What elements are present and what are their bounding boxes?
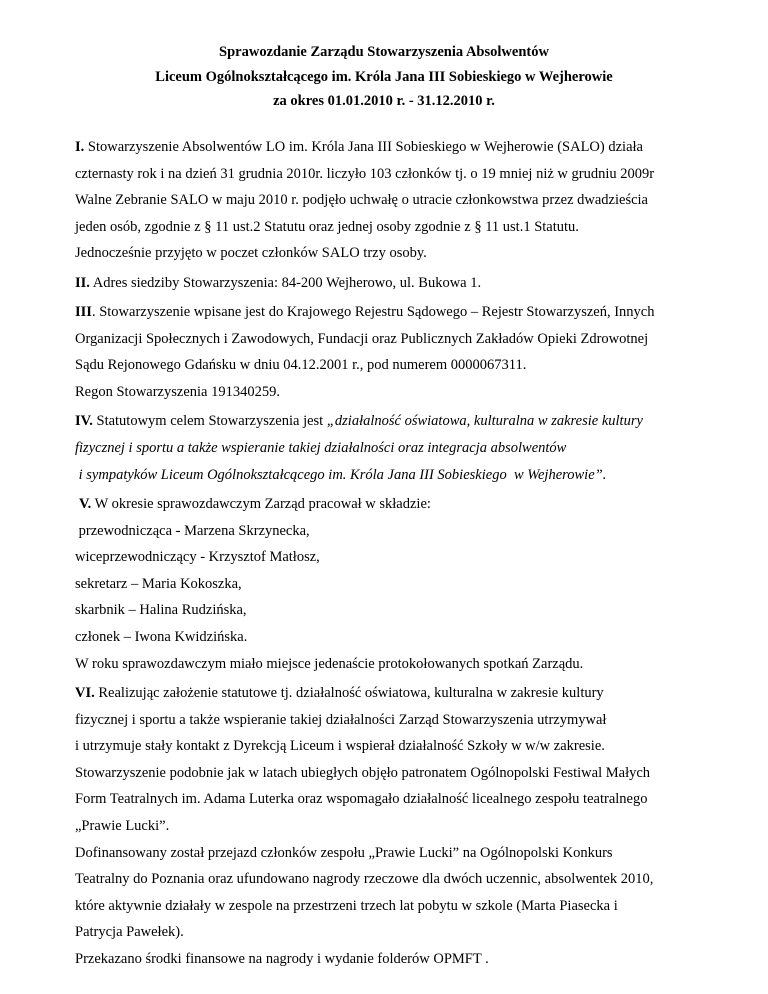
board-member-treasurer: skarbnik – Halina Rudzińska, — [75, 602, 247, 618]
board-member-chair: przewodnicząca - Marzena Skrzynecka, — [75, 523, 310, 539]
section-1-numeral: I. — [75, 139, 85, 155]
section-1-line-5: Jednocześnie przyjęto w poczet członków SALO trzy osoby. — [75, 245, 427, 261]
section-5-numeral: V. — [79, 496, 92, 512]
board-member-secretary: sekretarz – Maria Kokoszka, — [75, 576, 242, 592]
section-3-line-3: Sądu Rejonowego Gdańsku w dniu 04.12.2001 r., pod numerem 0000067311. — [75, 357, 527, 373]
report-period: za okres 01.01.2010 r. - 31.12.2010 r. — [273, 93, 495, 109]
section-4-numeral: IV. — [75, 413, 93, 429]
section-6-line-3: i utrzymuje stały kontakt z Dyrekcją Liceum i wspierał działalność Szkoły w w/w zakresie. — [75, 738, 605, 754]
section-6-line-8: Teatralny do Poznania oraz ufundowano nagrody rzeczowe dla dwóch uczennic, absolwentek 2010, — [75, 871, 654, 887]
section-5-closing: W roku sprawozdawczym miało miejsce jedenaście protokołowanych spotkań Zarządu. — [75, 656, 584, 672]
section-1-line-2: czternasty rok i na dzień 31 grudnia 2010r. liczyło 103 członków tj. o 19 mniej niż w grudniu 2009r — [75, 166, 655, 182]
section-3-line-1: III. Stowarzyszenie wpisane jest do Krajowego Rejestru Sądowego – Rejestr Stowarzyszeń, Innych — [75, 304, 655, 320]
section-2-line-1: II. Adres siedziby Stowarzyszenia: 84-200 Wejherowo, ul. Bukowa 1. — [75, 275, 482, 291]
section-1-line-4: jeden osób, zgodnie z § 11 ust.2 Statutu oraz jednej osoby zgodnie z § 11 ust.1 Statutu. — [75, 219, 579, 235]
section-4-line-3: i sympatyków Liceum Ogólnokształcącego im. Króla Jana III Sobieskiego w Wejherowie”. — [75, 467, 607, 483]
section-6-line-11: Przekazano środki finansowe na nagrody i wydanie folderów OPMFT . — [75, 951, 489, 967]
section-6-line-7: Dofinansowany został przejazd członków zespołu „Prawie Lucki” na Ogólnopolski Konkurs — [75, 845, 613, 861]
section-3-line-4: Regon Stowarzyszenia 191340259. — [75, 384, 280, 400]
section-6-line-1: VI. Realizując założenie statutowe tj. działalność oświatowa, kulturalna w zakresie kultury — [75, 685, 604, 701]
section-6-line-4: Stowarzyszenie podobnie jak w latach ubiegłych objęło patronatem Ogólnopolski Festiwal Małych — [75, 765, 651, 781]
section-4-line-1: IV. Statutowym celem Stowarzyszenia jest „działalność oświatowa, kulturalna w zakresie kultury — [75, 413, 643, 429]
section-6-line-10: Patrycja Pawełek). — [75, 924, 184, 940]
board-member-vice-chair: wiceprzewodniczący - Krzysztof Matłosz, — [75, 549, 320, 565]
section-1-line-1: I. Stowarzyszenie Absolwentów LO im. Króla Jana III Sobieskiego w Wejherowie (SALO) działa — [75, 139, 643, 155]
section-6-line-9: które aktywnie działały w zespole na przestrzeni trzech lat pobytu w szkole (Marta Piasecka i — [75, 898, 618, 914]
report-title-line-1: Sprawozdanie Zarządu Stowarzyszenia Absolwentów — [219, 44, 549, 60]
section-6-line-2: fizycznej i sportu a także wspieranie takiej działalności Zarząd Stowarzyszenia utrzymywał — [75, 712, 607, 728]
section-3-line-2: Organizacji Społecznych i Zawodowych, Fundacji oraz Publicznych Zakładów Opieki Zdrowotnej — [75, 331, 649, 347]
section-6-line-6: „Prawie Lucki”. — [75, 818, 170, 834]
board-member-member: członek – Iwona Kwidzińska. — [75, 629, 248, 645]
section-4-line-2: fizycznej i sportu a także wspieranie takiej działalności oraz integracja absolwentów — [75, 440, 567, 456]
section-3-numeral: III — [75, 304, 92, 320]
report-title-line-2: Liceum Ogólnokształcącego im. Króla Jana III Sobieskiego w Wejherowie — [155, 69, 613, 85]
section-1-line-3: Walne Zebranie SALO w maju 2010 r. podjęło uchwałę o utracie członkowstwa przez dwadzieścia — [75, 192, 648, 208]
section-6-numeral: VI. — [75, 685, 95, 701]
section-6-line-5: Form Teatralnych im. Adama Luterka oraz wspomagało działalność licealnego zespołu teatralnego — [75, 791, 648, 807]
section-5-line-1: V. W okresie sprawozdawczym Zarząd pracował w składzie: — [79, 496, 431, 512]
section-2-numeral: II. — [75, 275, 90, 291]
